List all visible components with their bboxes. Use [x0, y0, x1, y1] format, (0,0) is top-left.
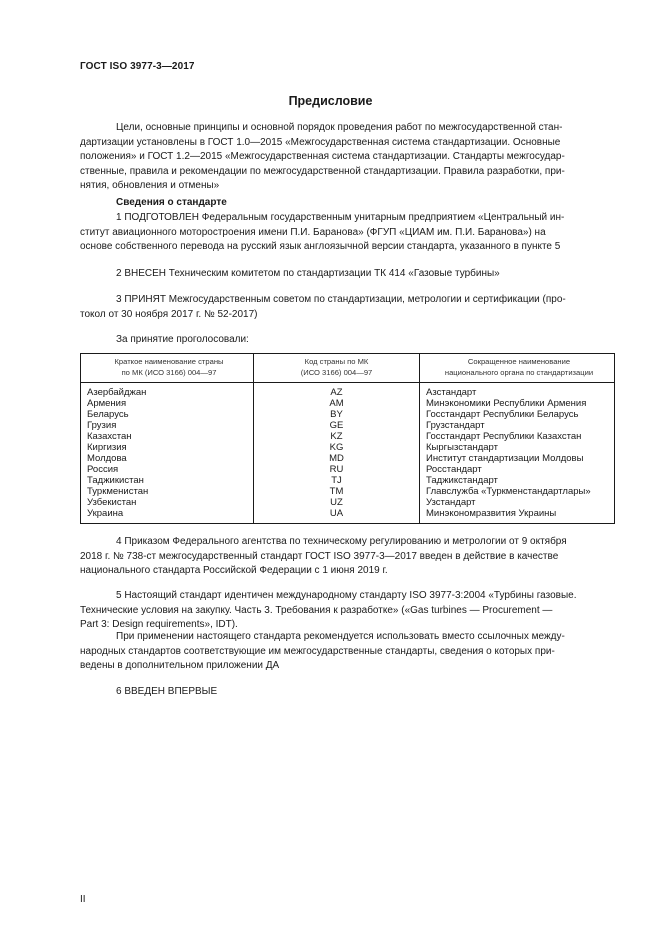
text-line: нятия, обновления и отмены»: [80, 180, 220, 191]
column-header-country: Краткое наименование страны по МК (ИСО 3166) 004—97: [81, 354, 254, 383]
code-cell: AZ: [254, 383, 420, 399]
table-row: [81, 497, 615, 508]
text-line: токол от 30 ноября 2017 г. № 52-2017): [80, 308, 258, 320]
text-line: положения» и ГОСТ 1.2—2015 «Межгосударственная система стандартизации. Стандарты межгосудар-: [80, 151, 565, 162]
item-2-paragraph: 2 ВНЕСЕН Техническим комитетом по стандартизации ТК 414 «Газовые турбины»: [116, 268, 500, 279]
body-cell: Узстандарт: [426, 497, 476, 508]
item-1-paragraph: [80, 211, 615, 255]
body-cell: Таджикстандарт: [426, 475, 498, 486]
table-header-row: [81, 354, 615, 383]
code-cell: KG: [254, 442, 420, 453]
table-row: [81, 508, 615, 524]
body-cell: Кыргызстандарт: [426, 442, 498, 453]
body-cell: Грузстандарт: [426, 420, 485, 431]
code-cell: MD: [254, 453, 420, 464]
text-line: ститут авиационного моторостроения имени П.И. Баранова» (ФГУП «ЦИАМ им. П.И. Баранова») на: [80, 226, 546, 238]
country-cell: Казахстан: [81, 431, 254, 442]
body-cell: Минэкономики Республики Армения: [426, 398, 587, 409]
body-cell: Азстандарт: [426, 387, 477, 398]
table-row: [81, 464, 615, 475]
text-line: 1 ПОДГОТОВЛЕН Федеральным государственным унитарным предприятием «Центральный ин-: [116, 212, 565, 223]
text-line: ственные, правила и рекомендации по межгосударственной стандартизации. Правила разработки, при-: [80, 165, 565, 177]
country-cell: Туркменистан: [81, 486, 254, 497]
text-line: 3 ПРИНЯТ Межгосударственным советом по стандартизации, метрологии и сертификации (про-: [116, 294, 566, 305]
body-cell: Госстандарт Республики Казахстан: [426, 431, 582, 442]
text-line: дартизации установлены в ГОСТ 1.0—2015 «Межгосударственная система стандартизации. Основные: [80, 136, 561, 148]
code-cell: RU: [254, 464, 420, 475]
country-cell: Грузия: [81, 420, 254, 431]
intro-paragraph: [80, 121, 615, 194]
text-line: ведены в дополнительном приложении ДА: [80, 660, 280, 671]
section-heading: Сведения о стандарте: [116, 197, 227, 208]
body-cell: Росстандарт: [426, 464, 482, 475]
country-cell: Молдова: [81, 453, 254, 464]
code-cell: TJ: [254, 475, 420, 486]
item-6-paragraph: 6 ВВЕДЕН ВПЕРВЫЕ: [116, 686, 218, 697]
page-number: II: [80, 894, 86, 905]
code-cell: AM: [254, 398, 420, 409]
table-row: [81, 486, 615, 497]
country-cell: Россия: [81, 464, 254, 475]
column-header-code: Код страны по МК (ИСО 3166) 004—97: [254, 354, 420, 383]
country-cell: Украина: [81, 508, 254, 524]
text-line: Технические условия на закупку. Часть 3. Требования к разработке» («Gas turbines — Procurement —: [80, 604, 553, 616]
code-cell: KZ: [254, 431, 420, 442]
item-5-paragraph: [80, 589, 615, 633]
text-line: 2018 г. № 738-ст межгосударственный стандарт ГОСТ ISO 3977-3—2017 введен в действие в качестве: [80, 550, 559, 562]
column-header-body: Сокращенное наименование национального органа по стандартизации: [420, 354, 615, 383]
country-cell: Таджикистан: [81, 475, 254, 486]
table-row: [81, 453, 615, 464]
text-line: Цели, основные принципы и основной порядок проведения работ по межгосударственной стан-: [116, 122, 563, 133]
country-cell: Узбекистан: [81, 497, 254, 508]
table-row: [81, 431, 615, 442]
text-line: 4 Приказом Федерального агентства по техническому регулированию и метрологии от 9 октября: [116, 536, 567, 547]
table-row: [81, 383, 615, 399]
country-cell: Беларусь: [81, 409, 254, 420]
code-cell: BY: [254, 409, 420, 420]
table-row: [81, 409, 615, 420]
body-cell: Минэкономразвития Украины: [426, 508, 557, 519]
code-cell: UA: [254, 508, 420, 524]
text-line: основе собственного перевода на русский язык англоязычной версии стандарта, указанного в пункте 5: [80, 241, 561, 252]
body-cell: Главслужба «Туркменстандартлары»: [426, 486, 591, 497]
country-cell: Армения: [81, 398, 254, 409]
text-line: 5 Настоящий стандарт идентичен международному стандарту ISO 3977-3:2004 «Турбины газовые.: [116, 590, 577, 601]
item-3-paragraph: [80, 293, 615, 322]
voting-countries-table: [80, 353, 615, 524]
body-cell: Госстандарт Республики Беларусь: [426, 409, 579, 420]
table-row: [81, 442, 615, 453]
item-5-note-paragraph: [80, 630, 615, 674]
text-line: При применении настоящего стандарта рекомендуется использовать вместо ссылочных между-: [116, 631, 565, 642]
table-row: [81, 398, 615, 409]
body-cell: Институт стандартизации Молдовы: [426, 453, 584, 464]
text-line: народных стандартов соответствующие им межгосударственные стандарты, сведения о которых при-: [80, 645, 555, 657]
document-code-header: ГОСТ ISO 3977-3—2017: [80, 61, 195, 72]
vote-caption: За принятие проголосовали:: [116, 334, 249, 345]
country-cell: Киргизия: [81, 442, 254, 453]
item-4-paragraph: [80, 535, 615, 579]
text-line: национального стандарта Российской Федерации с 1 июня 2019 г.: [80, 565, 388, 576]
page-title: Предисловие: [288, 94, 373, 108]
code-cell: UZ: [254, 497, 420, 508]
code-cell: GE: [254, 420, 420, 431]
table-row: [81, 475, 615, 486]
text-line: Part 3: Design requirements», IDT).: [80, 619, 238, 630]
country-cell: Азербайджан: [81, 383, 254, 399]
table-row: [81, 420, 615, 431]
code-cell: TM: [254, 486, 420, 497]
